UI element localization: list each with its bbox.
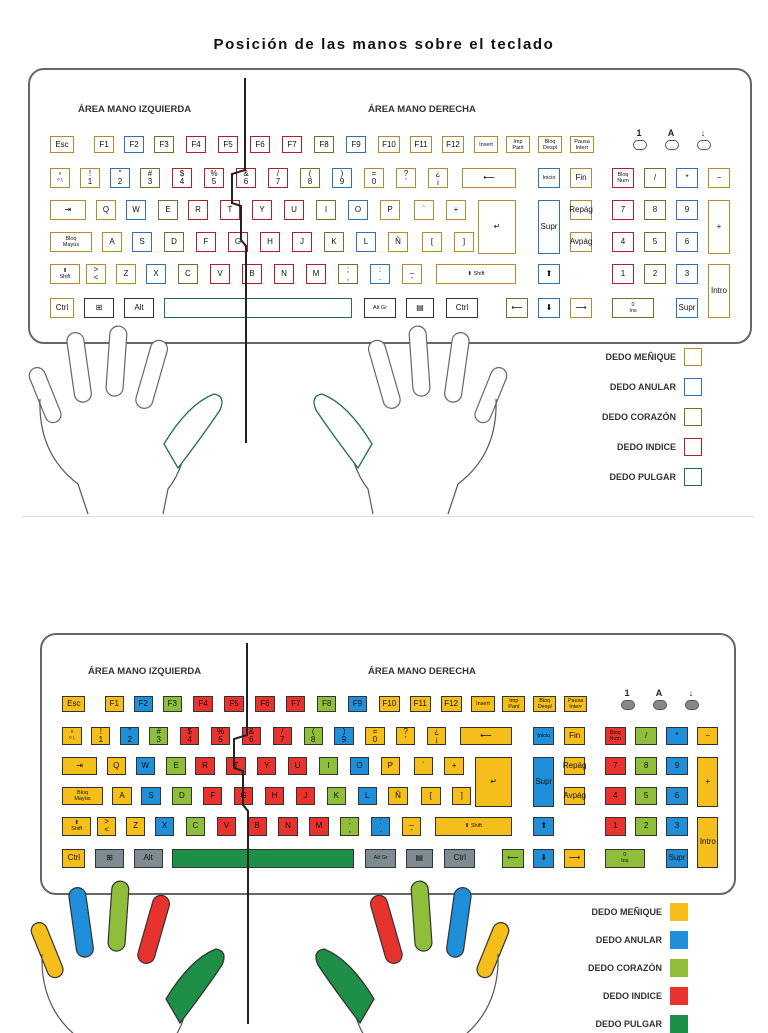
- key: 1: [612, 264, 634, 284]
- key: F5: [224, 696, 243, 712]
- key: F1: [94, 136, 114, 153]
- panel-separator: [22, 516, 754, 517]
- key: ⬆ Shift: [62, 817, 91, 836]
- key: F: [196, 232, 216, 252]
- key: +: [446, 200, 466, 220]
- legend-label: DEDO MEÑIQUE: [591, 907, 662, 917]
- key: +: [697, 757, 718, 808]
- key: 5: [635, 787, 656, 806]
- legend-item: [605, 348, 702, 366]
- key: Supr: [666, 849, 687, 868]
- key: Ñ: [388, 787, 407, 806]
- key: ( 8: [300, 168, 320, 188]
- legend-swatch: [670, 1015, 688, 1033]
- key: Ctrl: [444, 849, 475, 868]
- key: 8: [635, 757, 656, 776]
- key: # 3: [140, 168, 160, 188]
- key: ▤: [406, 849, 433, 868]
- key: ⬇: [533, 849, 554, 868]
- key: O: [348, 200, 368, 220]
- key: Inicio: [533, 727, 554, 746]
- key: 8: [644, 200, 666, 220]
- key: 7: [612, 200, 634, 220]
- legend-swatch: [670, 987, 688, 1005]
- key: Esc: [50, 136, 74, 153]
- key: ⇥: [62, 757, 97, 776]
- key: O: [350, 757, 369, 776]
- key: F2: [124, 136, 144, 153]
- key: L: [356, 232, 376, 252]
- key: A: [102, 232, 122, 252]
- key: ⬆ Shift: [435, 817, 512, 836]
- legend-label: DEDO ANULAR: [609, 382, 676, 392]
- legend-swatch: [684, 468, 702, 486]
- key: ª º \: [50, 168, 70, 188]
- key: 9: [666, 757, 687, 776]
- key: E: [158, 200, 178, 220]
- indicator-label: ↓: [688, 688, 694, 698]
- key: Esc: [62, 696, 85, 712]
- area-right-label: ÁREA MANO DERECHA: [368, 666, 476, 677]
- key: Alt Gr: [364, 298, 396, 318]
- legend-swatch: [684, 378, 702, 396]
- key: F10: [378, 136, 400, 153]
- key: F9: [348, 696, 367, 712]
- key: / 7: [273, 727, 292, 746]
- legend-item: [602, 408, 702, 426]
- key: _ -: [402, 264, 422, 284]
- key: F6: [250, 136, 270, 153]
- key: Bloq Despl: [533, 696, 556, 712]
- key: Ñ: [388, 232, 408, 252]
- key: _ -: [402, 817, 421, 836]
- key: F1: [105, 696, 124, 712]
- key: ⟵: [460, 727, 512, 746]
- key: F4: [186, 136, 206, 153]
- key: Ctrl: [50, 298, 74, 318]
- key: X: [146, 264, 166, 284]
- key: Alt: [134, 849, 163, 868]
- key: Y: [257, 757, 276, 776]
- key: & 6: [242, 727, 261, 746]
- key: ! 1: [80, 168, 100, 188]
- key: T: [220, 200, 240, 220]
- key: $ 4: [172, 168, 192, 188]
- key: Pausa Interr: [564, 696, 587, 712]
- key: F7: [286, 696, 305, 712]
- key: 4: [605, 787, 626, 806]
- right-hand-icon: [316, 881, 511, 1033]
- key: A: [112, 787, 131, 806]
- outline-keyboard-panel: [0, 60, 768, 515]
- key: : .: [371, 817, 390, 836]
- key: ⊞: [84, 298, 114, 318]
- key: # 3: [149, 727, 168, 746]
- key: ]: [452, 787, 471, 806]
- key: Bloq Num: [605, 727, 626, 746]
- key: Fin: [570, 168, 592, 188]
- key: U: [288, 757, 307, 776]
- key: ⟶: [564, 849, 585, 868]
- key: ; ,: [338, 264, 358, 284]
- key: F: [203, 787, 222, 806]
- key: 7: [605, 757, 626, 776]
- key: ⇥: [50, 200, 86, 220]
- key: Imp Pant: [502, 696, 525, 712]
- key: Inicio: [538, 168, 560, 188]
- key: Insert: [474, 136, 498, 153]
- right-hand-icon: [314, 326, 509, 514]
- key: Repág: [570, 200, 592, 220]
- indicator-label: ↓: [700, 128, 706, 138]
- key: Y: [252, 200, 272, 220]
- legend-label: DEDO CORAZÓN: [602, 412, 676, 422]
- key: G: [234, 787, 253, 806]
- key: C: [178, 264, 198, 284]
- legend-item: [603, 987, 688, 1005]
- key: 3: [676, 264, 698, 284]
- key: Bloq Mayús: [62, 787, 103, 806]
- key: D: [172, 787, 191, 806]
- key: F9: [346, 136, 366, 153]
- key: Pausa Interr: [570, 136, 594, 153]
- key: : .: [370, 264, 390, 284]
- key: ¿ ¡: [428, 168, 448, 188]
- hand-divider-line: [232, 78, 246, 443]
- key: Intro: [697, 817, 718, 868]
- key: [: [422, 232, 442, 252]
- key: V: [217, 817, 236, 836]
- key: " 2: [120, 727, 139, 746]
- key: ⟵: [506, 298, 528, 318]
- filled-keyboard-panel: [0, 625, 768, 1029]
- key: " 2: [110, 168, 130, 188]
- key: = 0: [364, 168, 384, 188]
- key: ⟵: [502, 849, 523, 868]
- hand-divider-line: [234, 643, 248, 1024]
- key: Imp Pant: [506, 136, 530, 153]
- key: F8: [317, 696, 336, 712]
- key: ? ': [396, 727, 415, 746]
- key: Bloq Despl: [538, 136, 562, 153]
- key: Avpág: [570, 232, 592, 252]
- key: F11: [410, 696, 431, 712]
- key: −: [708, 168, 730, 188]
- key: N: [274, 264, 294, 284]
- area-right-label: ÁREA MANO DERECHA: [368, 104, 476, 115]
- legend-label: DEDO ANULAR: [595, 935, 662, 945]
- key: ⊞: [95, 849, 124, 868]
- key: `: [414, 757, 433, 776]
- key: B: [248, 817, 267, 836]
- key: ▤: [406, 298, 434, 318]
- legend-item: [595, 1015, 688, 1033]
- area-left-label: ÁREA MANO IZQUIERDA: [78, 104, 192, 115]
- key: Supr: [676, 298, 698, 318]
- key: 2: [644, 264, 666, 284]
- key: Insert: [471, 696, 494, 712]
- key: 4: [612, 232, 634, 252]
- key: Avpág: [564, 787, 585, 806]
- key: −: [697, 727, 718, 746]
- key: F4: [193, 696, 212, 712]
- key: *: [676, 168, 698, 188]
- key: ↵: [475, 757, 512, 808]
- legend-swatch: [670, 959, 688, 977]
- key: ↵: [478, 200, 516, 254]
- key: D: [164, 232, 184, 252]
- indicator-label: 1: [624, 688, 630, 698]
- key: > <: [86, 264, 106, 284]
- key: P: [380, 200, 400, 220]
- key: Ctrl: [62, 849, 85, 868]
- key: Supr: [538, 200, 560, 254]
- key: ⟵: [462, 168, 516, 188]
- key: Intro: [708, 264, 730, 318]
- key: T: [226, 757, 245, 776]
- key: [: [421, 787, 440, 806]
- key: & 6: [236, 168, 256, 188]
- key: ) 9: [334, 727, 353, 746]
- legend-item: [596, 931, 688, 949]
- key: 1: [605, 817, 626, 836]
- key: 6: [676, 232, 698, 252]
- key: Fin: [564, 727, 585, 746]
- legend-label: DEDO PULGAR: [595, 1019, 662, 1029]
- key: V: [210, 264, 230, 284]
- legend-item: [610, 378, 702, 396]
- legend-swatch: [684, 438, 702, 456]
- key: F6: [255, 696, 274, 712]
- key: Z: [116, 264, 136, 284]
- key: R: [188, 200, 208, 220]
- indicator-label: A: [655, 688, 663, 698]
- key: F8: [314, 136, 334, 153]
- key: /: [644, 168, 666, 188]
- key: U: [284, 200, 304, 220]
- key: Q: [96, 200, 116, 220]
- indicator-label: 1: [636, 128, 642, 138]
- key: N: [278, 817, 297, 836]
- key: F7: [282, 136, 302, 153]
- key: J: [292, 232, 312, 252]
- key: ⬆: [533, 817, 554, 836]
- key: X: [155, 817, 174, 836]
- key: H: [265, 787, 284, 806]
- key: ) 9: [332, 168, 352, 188]
- key: ⬆ Shift: [50, 264, 80, 284]
- key: Supr: [533, 757, 554, 808]
- key: ⬆: [538, 264, 560, 284]
- key: B: [242, 264, 262, 284]
- key: S: [132, 232, 152, 252]
- key: 5: [644, 232, 666, 252]
- key: 0 Ins: [612, 298, 654, 318]
- key: ? ': [396, 168, 416, 188]
- key: ]: [454, 232, 474, 252]
- key: F3: [154, 136, 174, 153]
- key: F3: [163, 696, 182, 712]
- key: 6: [666, 787, 687, 806]
- key: M: [309, 817, 328, 836]
- left-hand-icon: [27, 326, 222, 514]
- key: P: [381, 757, 400, 776]
- key: ¿ ¡: [427, 727, 446, 746]
- key: K: [327, 787, 346, 806]
- key: I: [319, 757, 338, 776]
- key: K: [324, 232, 344, 252]
- key: Bloq Num: [612, 168, 634, 188]
- key: +: [708, 200, 730, 254]
- key: F12: [442, 136, 464, 153]
- key: $ 4: [180, 727, 199, 746]
- key: ( 8: [304, 727, 323, 746]
- area-left-label: ÁREA MANO IZQUIERDA: [88, 666, 202, 677]
- key: Bloq Mayús: [50, 232, 92, 252]
- key: M: [306, 264, 326, 284]
- page-title: Posición de las manos sobre el teclado: [213, 36, 555, 53]
- key: Alt Gr: [365, 849, 396, 868]
- key: Ctrl: [446, 298, 478, 318]
- legend-label: DEDO INDICE: [616, 442, 676, 452]
- legend-swatch: [670, 903, 688, 921]
- key: H: [260, 232, 280, 252]
- legend-swatch: [670, 931, 688, 949]
- key: Repág: [564, 757, 585, 776]
- key: Z: [126, 817, 145, 836]
- legend-label: DEDO MEÑIQUE: [605, 352, 676, 362]
- indicator-label: A: [667, 128, 675, 138]
- key: J: [296, 787, 315, 806]
- key: Q: [107, 757, 126, 776]
- key: I: [316, 200, 336, 220]
- key: % 5: [204, 168, 224, 188]
- key: ª º \: [62, 727, 81, 746]
- key: F5: [218, 136, 238, 153]
- legend-label: DEDO CORAZÓN: [588, 963, 662, 973]
- key: ! 1: [91, 727, 110, 746]
- key: G: [228, 232, 248, 252]
- key: W: [126, 200, 146, 220]
- legend-item: [617, 438, 702, 456]
- key: 2: [635, 817, 656, 836]
- key: 9: [676, 200, 698, 220]
- legend-label: DEDO PULGAR: [609, 472, 676, 482]
- legend-swatch: [684, 408, 702, 426]
- key: L: [358, 787, 377, 806]
- key: 3: [666, 817, 687, 836]
- key: W: [136, 757, 155, 776]
- legend-label: DEDO INDICE: [602, 991, 662, 1001]
- left-hand-icon: [29, 881, 224, 1033]
- key: % 5: [211, 727, 230, 746]
- key: F10: [379, 696, 400, 712]
- legend-swatch: [684, 348, 702, 366]
- key: 0 Ins: [605, 849, 646, 868]
- key: F2: [134, 696, 153, 712]
- legend-item: [609, 468, 702, 486]
- key: = 0: [365, 727, 384, 746]
- key: ⬇: [538, 298, 560, 318]
- key: F11: [410, 136, 432, 153]
- key: C: [186, 817, 205, 836]
- key: R: [195, 757, 214, 776]
- key: E: [166, 757, 185, 776]
- key: /: [635, 727, 656, 746]
- legend-item: [588, 959, 688, 977]
- key: *: [666, 727, 687, 746]
- key: ⬆ Shift: [436, 264, 516, 284]
- key: S: [141, 787, 160, 806]
- key: > <: [97, 817, 116, 836]
- key: +: [444, 757, 463, 776]
- key: ⟶: [570, 298, 592, 318]
- key: / 7: [268, 168, 288, 188]
- key: ; ,: [340, 817, 359, 836]
- key: F12: [441, 696, 462, 712]
- legend-item: [591, 903, 688, 921]
- key: `: [414, 200, 434, 220]
- key: Alt: [124, 298, 154, 318]
